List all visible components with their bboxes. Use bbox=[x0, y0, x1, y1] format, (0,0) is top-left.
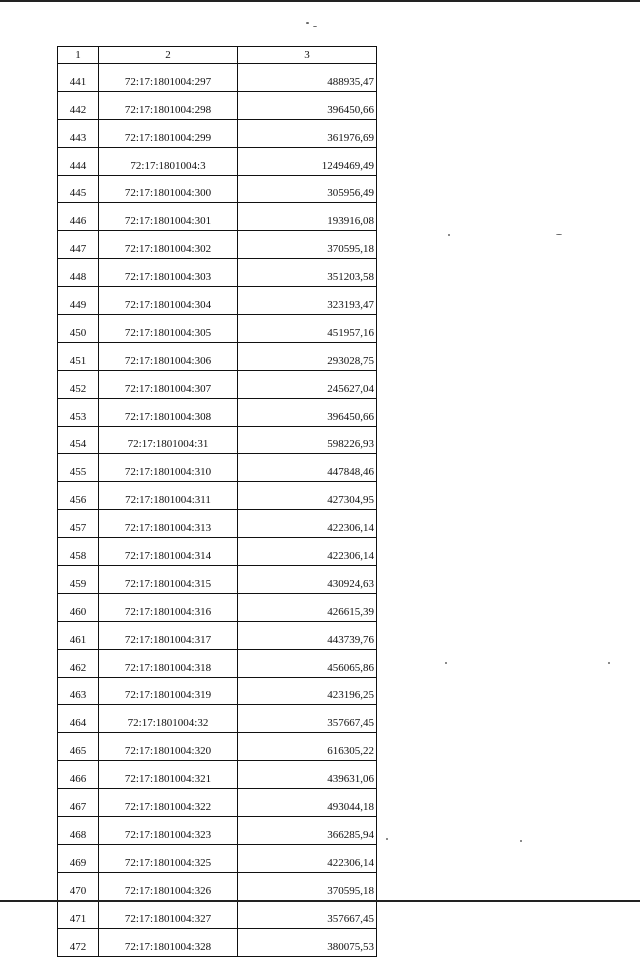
table-row bbox=[58, 315, 377, 343]
scan-speck bbox=[306, 22, 309, 24]
table-row bbox=[58, 900, 377, 928]
table-row bbox=[58, 621, 377, 649]
table-row bbox=[58, 593, 377, 621]
row-number: 447 bbox=[58, 231, 99, 259]
header-col-2: 2 bbox=[99, 47, 238, 64]
cadastral-number: 72:17:1801004:320 bbox=[99, 733, 238, 761]
scan-speck bbox=[520, 840, 522, 842]
cadastral-number: 72:17:1801004:315 bbox=[99, 566, 238, 594]
cadastral-number: 72:17:1801004:322 bbox=[99, 789, 238, 817]
cadastral-value: 422306,14 bbox=[238, 844, 377, 872]
cadastral-value: 1249469,49 bbox=[238, 147, 377, 175]
cadastral-number: 72:17:1801004:306 bbox=[99, 342, 238, 370]
row-number: 469 bbox=[58, 844, 99, 872]
cadastral-value: 422306,14 bbox=[238, 538, 377, 566]
cadastral-value: 323193,47 bbox=[238, 287, 377, 315]
row-number: 465 bbox=[58, 733, 99, 761]
cadastral-number: 72:17:1801004:3 bbox=[99, 147, 238, 175]
cadastral-value: 427304,95 bbox=[238, 482, 377, 510]
cadastral-value: 396450,66 bbox=[238, 91, 377, 119]
cadastral-number: 72:17:1801004:301 bbox=[99, 203, 238, 231]
row-number: 453 bbox=[58, 398, 99, 426]
row-number: 462 bbox=[58, 649, 99, 677]
cadastral-number: 72:17:1801004:328 bbox=[99, 928, 238, 956]
table-row bbox=[58, 733, 377, 761]
table-row bbox=[58, 342, 377, 370]
table-row bbox=[58, 928, 377, 956]
scan-speck bbox=[445, 662, 447, 664]
cadastral-value-table bbox=[57, 46, 377, 957]
table-row bbox=[58, 538, 377, 566]
row-number: 456 bbox=[58, 482, 99, 510]
table-row bbox=[58, 817, 377, 845]
cadastral-number: 72:17:1801004:308 bbox=[99, 398, 238, 426]
cadastral-value: 245627,04 bbox=[238, 370, 377, 398]
table-row bbox=[58, 91, 377, 119]
row-number: 460 bbox=[58, 593, 99, 621]
cadastral-number: 72:17:1801004:318 bbox=[99, 649, 238, 677]
row-number: 459 bbox=[58, 566, 99, 594]
cadastral-number: 72:17:1801004:326 bbox=[99, 872, 238, 900]
cadastral-value: 361976,69 bbox=[238, 119, 377, 147]
table-row bbox=[58, 370, 377, 398]
cadastral-value: 193916,08 bbox=[238, 203, 377, 231]
row-number: 467 bbox=[58, 789, 99, 817]
cadastral-number: 72:17:1801004:327 bbox=[99, 900, 238, 928]
cadastral-value: 426615,39 bbox=[238, 593, 377, 621]
cadastral-number: 72:17:1801004:305 bbox=[99, 315, 238, 343]
cadastral-number: 72:17:1801004:298 bbox=[99, 91, 238, 119]
row-number: 458 bbox=[58, 538, 99, 566]
header-row bbox=[58, 47, 377, 64]
table-row bbox=[58, 566, 377, 594]
cadastral-number: 72:17:1801004:31 bbox=[99, 426, 238, 454]
cadastral-number: 72:17:1801004:325 bbox=[99, 844, 238, 872]
scan-speck bbox=[386, 838, 388, 840]
row-number: 444 bbox=[58, 147, 99, 175]
cadastral-number: 72:17:1801004:310 bbox=[99, 454, 238, 482]
table-row bbox=[58, 287, 377, 315]
table-row bbox=[58, 147, 377, 175]
table-row bbox=[58, 510, 377, 538]
cadastral-value: 488935,47 bbox=[238, 64, 377, 92]
table-row bbox=[58, 705, 377, 733]
cadastral-value: 370595,18 bbox=[238, 231, 377, 259]
table-row bbox=[58, 454, 377, 482]
table-row bbox=[58, 482, 377, 510]
cadastral-value: 357667,45 bbox=[238, 705, 377, 733]
cadastral-value: 396450,66 bbox=[238, 398, 377, 426]
cadastral-number: 72:17:1801004:311 bbox=[99, 482, 238, 510]
table-row bbox=[58, 119, 377, 147]
table-body bbox=[58, 64, 377, 957]
scan-speck bbox=[608, 662, 610, 664]
table-row bbox=[58, 175, 377, 203]
table-row bbox=[58, 203, 377, 231]
page-top-edge bbox=[0, 0, 640, 2]
table-row bbox=[58, 844, 377, 872]
table-row bbox=[58, 872, 377, 900]
cadastral-value: 293028,75 bbox=[238, 342, 377, 370]
cadastral-number: 72:17:1801004:299 bbox=[99, 119, 238, 147]
row-number: 468 bbox=[58, 817, 99, 845]
table-row bbox=[58, 789, 377, 817]
cadastral-value: 351203,58 bbox=[238, 259, 377, 287]
row-number: 454 bbox=[58, 426, 99, 454]
row-number: 464 bbox=[58, 705, 99, 733]
table-row bbox=[58, 677, 377, 705]
table-row bbox=[58, 426, 377, 454]
cadastral-value: 370595,18 bbox=[238, 872, 377, 900]
scan-speck bbox=[313, 26, 317, 27]
cadastral-value: 380075,53 bbox=[238, 928, 377, 956]
row-number: 463 bbox=[58, 677, 99, 705]
row-number: 448 bbox=[58, 259, 99, 287]
row-number: 451 bbox=[58, 342, 99, 370]
cadastral-number: 72:17:1801004:317 bbox=[99, 621, 238, 649]
cadastral-number: 72:17:1801004:321 bbox=[99, 761, 238, 789]
cadastral-number: 72:17:1801004:319 bbox=[99, 677, 238, 705]
row-number: 466 bbox=[58, 761, 99, 789]
cadastral-number: 72:17:1801004:313 bbox=[99, 510, 238, 538]
row-number: 452 bbox=[58, 370, 99, 398]
table-row bbox=[58, 64, 377, 92]
row-number: 441 bbox=[58, 64, 99, 92]
table-row bbox=[58, 761, 377, 789]
page-bottom-edge bbox=[0, 900, 640, 902]
cadastral-number: 72:17:1801004:314 bbox=[99, 538, 238, 566]
cadastral-number: 72:17:1801004:316 bbox=[99, 593, 238, 621]
cadastral-value: 357667,45 bbox=[238, 900, 377, 928]
row-number: 446 bbox=[58, 203, 99, 231]
table-row bbox=[58, 649, 377, 677]
cadastral-value: 616305,22 bbox=[238, 733, 377, 761]
scan-speck bbox=[448, 234, 450, 236]
cadastral-value: 305956,49 bbox=[238, 175, 377, 203]
row-number: 461 bbox=[58, 621, 99, 649]
row-number: 471 bbox=[58, 900, 99, 928]
cadastral-value: 439631,06 bbox=[238, 761, 377, 789]
row-number: 450 bbox=[58, 315, 99, 343]
row-number: 449 bbox=[58, 287, 99, 315]
cadastral-value: 456065,86 bbox=[238, 649, 377, 677]
cadastral-value: 430924,63 bbox=[238, 566, 377, 594]
row-number: 472 bbox=[58, 928, 99, 956]
cadastral-value: 493044,18 bbox=[238, 789, 377, 817]
cadastral-number: 72:17:1801004:32 bbox=[99, 705, 238, 733]
cadastral-value: 423196,25 bbox=[238, 677, 377, 705]
cadastral-value: 443739,76 bbox=[238, 621, 377, 649]
cadastral-value: 451957,16 bbox=[238, 315, 377, 343]
cadastral-value: 422306,14 bbox=[238, 510, 377, 538]
row-number: 455 bbox=[58, 454, 99, 482]
row-number: 442 bbox=[58, 91, 99, 119]
cadastral-number: 72:17:1801004:297 bbox=[99, 64, 238, 92]
cadastral-number: 72:17:1801004:303 bbox=[99, 259, 238, 287]
cadastral-number: 72:17:1801004:300 bbox=[99, 175, 238, 203]
row-number: 443 bbox=[58, 119, 99, 147]
row-number: 470 bbox=[58, 872, 99, 900]
header-col-3: 3 bbox=[238, 47, 377, 64]
cadastral-number: 72:17:1801004:323 bbox=[99, 817, 238, 845]
table-row bbox=[58, 259, 377, 287]
cadastral-number: 72:17:1801004:307 bbox=[99, 370, 238, 398]
cadastral-value: 447848,46 bbox=[238, 454, 377, 482]
row-number: 457 bbox=[58, 510, 99, 538]
cadastral-number: 72:17:1801004:304 bbox=[99, 287, 238, 315]
cadastral-number: 72:17:1801004:302 bbox=[99, 231, 238, 259]
cadastral-value: 366285,94 bbox=[238, 817, 377, 845]
cadastral-value: 598226,93 bbox=[238, 426, 377, 454]
table-row bbox=[58, 398, 377, 426]
scan-speck bbox=[556, 234, 562, 235]
table-row bbox=[58, 231, 377, 259]
row-number: 445 bbox=[58, 175, 99, 203]
header-col-1: 1 bbox=[58, 47, 99, 64]
